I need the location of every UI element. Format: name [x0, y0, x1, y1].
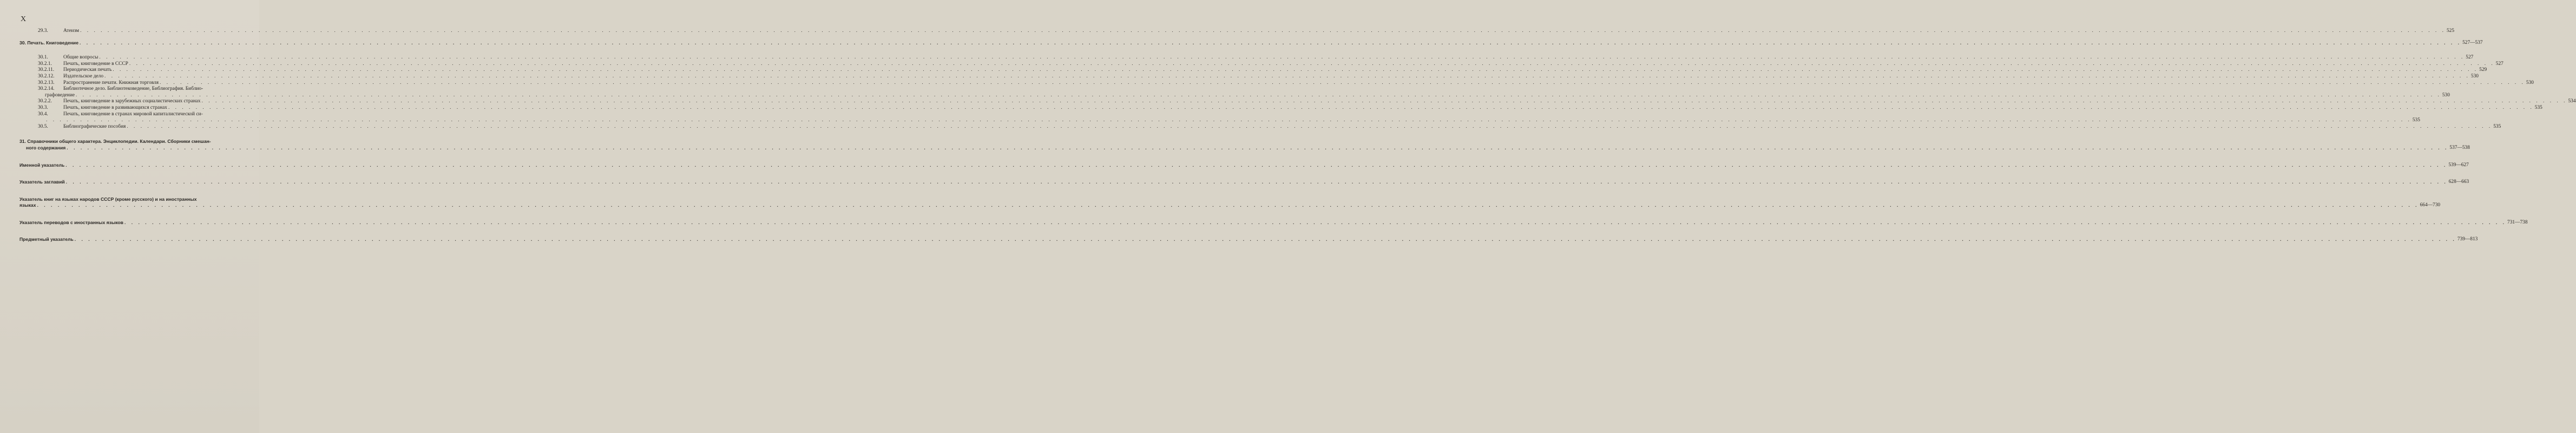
toc-index-subject — [19, 237, 2478, 243]
section-pages: 731—738 — [2507, 219, 2528, 225]
section-title: Указатель заглавий — [19, 179, 65, 185]
entry-number: 30.3. — [38, 104, 48, 110]
entry-title: Печать, книговедение в СССР — [63, 61, 128, 67]
toc-index-foreign-continuation — [19, 202, 2441, 209]
entry-title: Общие вопросы — [63, 55, 98, 61]
dot-leader — [159, 80, 2526, 87]
dot-leader — [65, 179, 2449, 186]
toc-index-foreign — [19, 196, 238, 203]
dot-leader — [64, 162, 2448, 169]
section-title: Справочники общего характера. Энциклопедии. Календари. Сборники смешан- — [27, 139, 211, 145]
entry-number: 30.2.11. — [38, 67, 55, 73]
entry-page: 530 — [2470, 73, 2479, 79]
toc-entry — [19, 73, 2479, 80]
entry-number: 30.2.2. — [38, 99, 52, 104]
dot-leader — [78, 40, 2462, 47]
section-title-continued: языках — [19, 202, 36, 208]
section-pages: 628—663 — [2448, 179, 2469, 185]
toc-index-names — [19, 162, 2469, 169]
dot-leader — [167, 105, 2535, 111]
entry-number: 30.2.12. — [38, 73, 55, 79]
toc-section — [19, 139, 238, 145]
entry-page: 525 — [2446, 28, 2454, 34]
toc-entry — [19, 104, 2542, 111]
section-title: Указатель книг на языках народов СССР (кроме русского) и на иностранных — [19, 196, 197, 202]
section-title: Именной указатель — [19, 162, 65, 168]
toc-entry — [19, 111, 238, 118]
table-of-contents — [19, 28, 2576, 243]
section-title: Предметный указатель — [19, 237, 74, 242]
section-title-continued: ного содержания — [26, 145, 66, 150]
section-pages: 527—537 — [2462, 40, 2483, 45]
dot-leader — [103, 74, 2471, 80]
section-number: 31. — [19, 139, 26, 145]
toc-index-titles — [19, 179, 2469, 186]
entry-title: Распространение печати. Книжная торговля — [63, 80, 159, 86]
section-number: 30. — [19, 40, 26, 45]
entry-number: 30.2.1. — [38, 61, 52, 67]
entry-number: 29.3. — [38, 28, 48, 34]
entry-title: Печать, книговедение в развивающихся странах — [63, 104, 167, 110]
section-pages: 539—627 — [2448, 162, 2469, 168]
toc-entry — [19, 123, 2501, 130]
toc-entry-continuation — [19, 92, 2450, 99]
entry-title: Атеизм — [63, 28, 80, 34]
entry-number: 30.4. — [38, 111, 48, 117]
toc-entry — [19, 55, 2474, 61]
section-title: Указатель переводов с иностранных языков — [19, 219, 123, 225]
section-pages: 664—730 — [2420, 202, 2441, 208]
toc-entry — [19, 80, 2534, 87]
entry-title-continued: графоведение — [45, 92, 75, 98]
dot-leader — [201, 99, 2568, 105]
dot-leader — [79, 28, 2447, 35]
entry-title: Издательское дело — [63, 73, 104, 79]
dot-leader — [123, 220, 2507, 226]
entry-page: 527 — [2466, 55, 2474, 61]
entry-page: 535 — [2412, 117, 2420, 123]
dot-leader — [75, 93, 2442, 99]
entry-title: Печать, книговедение в зарубежных социалистических странах — [63, 99, 201, 104]
toc-entry — [19, 86, 238, 93]
dot-leader — [36, 202, 2420, 209]
entry-page: 530 — [2442, 92, 2450, 98]
dot-leader — [98, 55, 2466, 61]
dot-leader — [126, 124, 2493, 130]
toc-section-continuation — [19, 145, 2470, 152]
toc-entry — [19, 61, 2503, 68]
section-pages: 739—813 — [2457, 237, 2478, 242]
entry-title: Библиографические пособия — [63, 123, 126, 129]
page-number: X — [21, 15, 27, 23]
entry-title: Периодическая печать — [63, 67, 112, 73]
entry-number: 30.2.14. — [38, 86, 55, 92]
entry-title: Библиотечное дело. Библиотековедение, Библиография. Библио- — [63, 86, 203, 92]
section-title: Печать. Книговедение — [27, 40, 78, 45]
entry-page: 534 — [2568, 99, 2576, 104]
entry-number: 30.2.13. — [38, 80, 55, 86]
entry-number: 30.5. — [38, 123, 48, 129]
entry-page: 527 — [2495, 61, 2503, 67]
entry-page: 529 — [2479, 67, 2487, 73]
toc-entry-continuation — [19, 117, 2420, 124]
dot-leader — [45, 117, 2413, 124]
toc-entry — [19, 28, 2454, 35]
dot-leader — [111, 67, 2479, 74]
dot-leader — [128, 61, 2496, 68]
entry-title: Печать, книговедение в странах мировой капиталистической си- — [63, 111, 203, 117]
section-pages: 537—538 — [2449, 145, 2470, 150]
dot-leader — [74, 237, 2457, 243]
entry-page: 535 — [2534, 104, 2542, 110]
toc-entry — [19, 67, 2487, 74]
toc-section — [19, 40, 2483, 47]
toc-index-translations — [19, 219, 2528, 226]
toc-entry — [19, 99, 2576, 105]
entry-number: 30.1. — [38, 55, 48, 61]
entry-page: 530 — [2526, 80, 2534, 86]
entry-page: 535 — [2493, 123, 2501, 129]
dot-leader — [65, 145, 2449, 152]
